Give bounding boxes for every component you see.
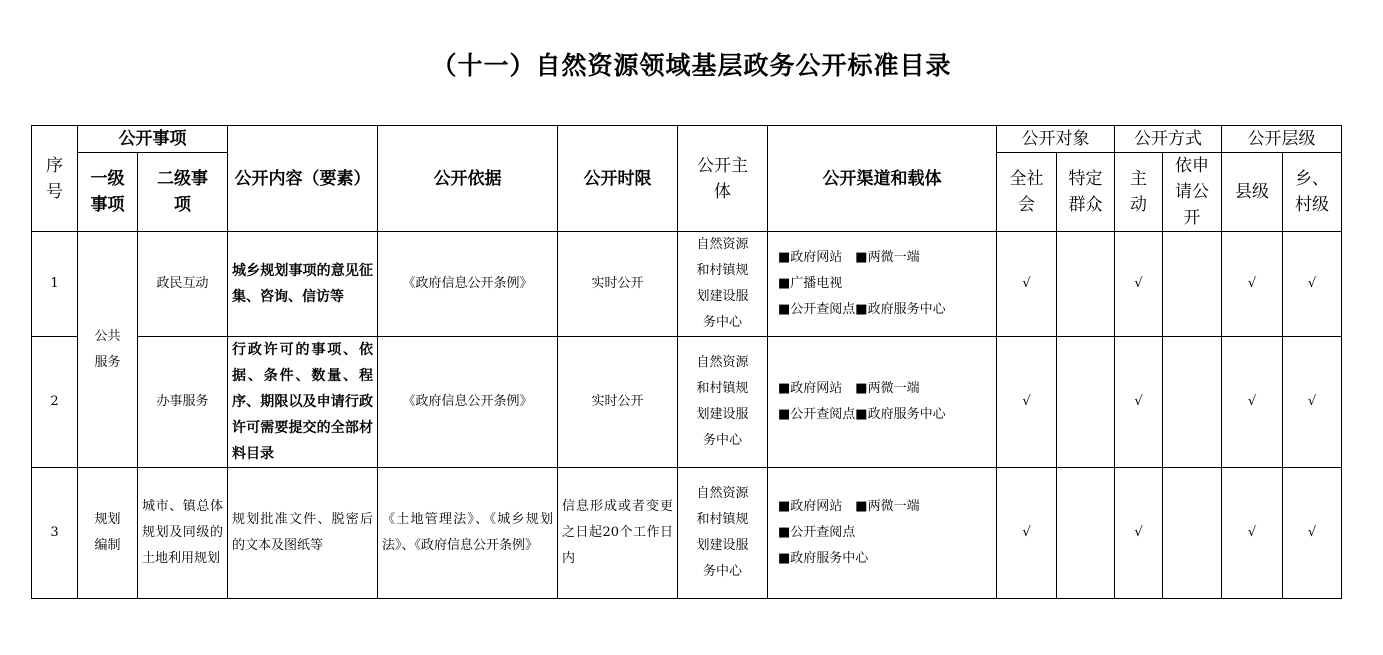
row-level1: 规划 编制 (78, 468, 138, 599)
header-time-limit: 公开时限 (558, 126, 678, 232)
row-seq: 2 (32, 337, 78, 468)
row-specific-group (1057, 337, 1115, 468)
row-channel: ■政府网站 ■两微一端 ■公开查阅点■政府服务中心 (768, 337, 997, 468)
header-seq: 序 号 (32, 126, 78, 232)
header-subject: 公开主 体 (678, 126, 768, 232)
row-subject: 自然资源 和村镇规 划建设服 务中心 (678, 232, 768, 337)
row-county: √ (1222, 337, 1283, 468)
header-object-group: 公开对象 (997, 126, 1115, 153)
row-level2: 政民互动 (138, 232, 228, 337)
row-content: 城乡规划事项的意见征集、咨询、信访等 (228, 232, 378, 337)
table-row (32, 232, 1342, 337)
row-level1: 公共 服务 (78, 232, 138, 468)
row-whole-society: √ (997, 337, 1057, 468)
header-method-group: 公开方式 (1115, 126, 1222, 153)
row-basis: 《政府信息公开条例》 (378, 232, 558, 337)
row-on-request (1163, 232, 1222, 337)
row-content: 规划批准文件、脱密后的文本及图纸等 (228, 468, 378, 599)
row-whole-society: √ (997, 468, 1057, 599)
page-title: （十一）自然资源领域基层政务公开标准目录 (431, 51, 952, 80)
header-on-request: 依申 请公 开 (1163, 153, 1222, 232)
row-seq: 3 (32, 468, 78, 599)
row-level2: 城市、镇总体规划及同级的土地利用规划 (138, 468, 228, 599)
row-content: 行政许可的事项、依据、条件、数量、程序、期限以及申请行政许可需要提交的全部材料目录 (228, 337, 378, 468)
row-subject: 自然资源 和村镇规 划建设服 务中心 (678, 468, 768, 599)
row-time-limit: 实时公开 (558, 232, 678, 337)
table-row (32, 337, 1342, 468)
header-active: 主 动 (1115, 153, 1163, 232)
header-level1: 一级 事项 (78, 153, 138, 232)
table-row (32, 468, 1342, 599)
row-whole-society: √ (997, 232, 1057, 337)
header-level2: 二级事 项 (138, 153, 228, 232)
row-active: √ (1115, 468, 1163, 599)
row-active: √ (1115, 232, 1163, 337)
header-basis: 公开依据 (378, 126, 558, 232)
row-channel: ■政府网站 ■两微一端 ■广播电视 ■公开查阅点■政府服务中心 (768, 232, 997, 337)
header-content: 公开内容（要素） (228, 126, 378, 232)
row-level2: 办事服务 (138, 337, 228, 468)
header-level-group: 公开层级 (1222, 126, 1342, 153)
row-channel: ■政府网站 ■两微一端 ■公开查阅点 ■政府服务中心 (768, 468, 997, 599)
row-time-limit: 信息形成或者变更之日起20个工作日内 (558, 468, 678, 599)
row-county: √ (1222, 232, 1283, 337)
row-basis: 《土地管理法》、《城乡规划法》、《政府信息公开条例》 (378, 468, 558, 599)
row-basis: 《政府信息公开条例》 (378, 337, 558, 468)
row-seq: 1 (32, 232, 78, 337)
row-town-village: √ (1283, 337, 1342, 468)
row-specific-group (1057, 232, 1115, 337)
row-specific-group (1057, 468, 1115, 599)
header-specific-group: 特定 群众 (1057, 153, 1115, 232)
header-channel: 公开渠道和载体 (768, 126, 997, 232)
row-on-request (1163, 468, 1222, 599)
row-time-limit: 实时公开 (558, 337, 678, 468)
header-county: 县级 (1222, 153, 1283, 232)
row-town-village: √ (1283, 232, 1342, 337)
header-items-group: 公开事项 (78, 126, 228, 153)
header-row-1 (32, 126, 1342, 153)
header-town-village: 乡、 村级 (1283, 153, 1342, 232)
catalog-table (31, 125, 1342, 599)
row-subject: 自然资源 和村镇规 划建设服 务中心 (678, 337, 768, 468)
row-active: √ (1115, 337, 1163, 468)
row-on-request (1163, 337, 1222, 468)
header-whole-society: 全社 会 (997, 153, 1057, 232)
row-county: √ (1222, 468, 1283, 599)
row-town-village: √ (1283, 468, 1342, 599)
